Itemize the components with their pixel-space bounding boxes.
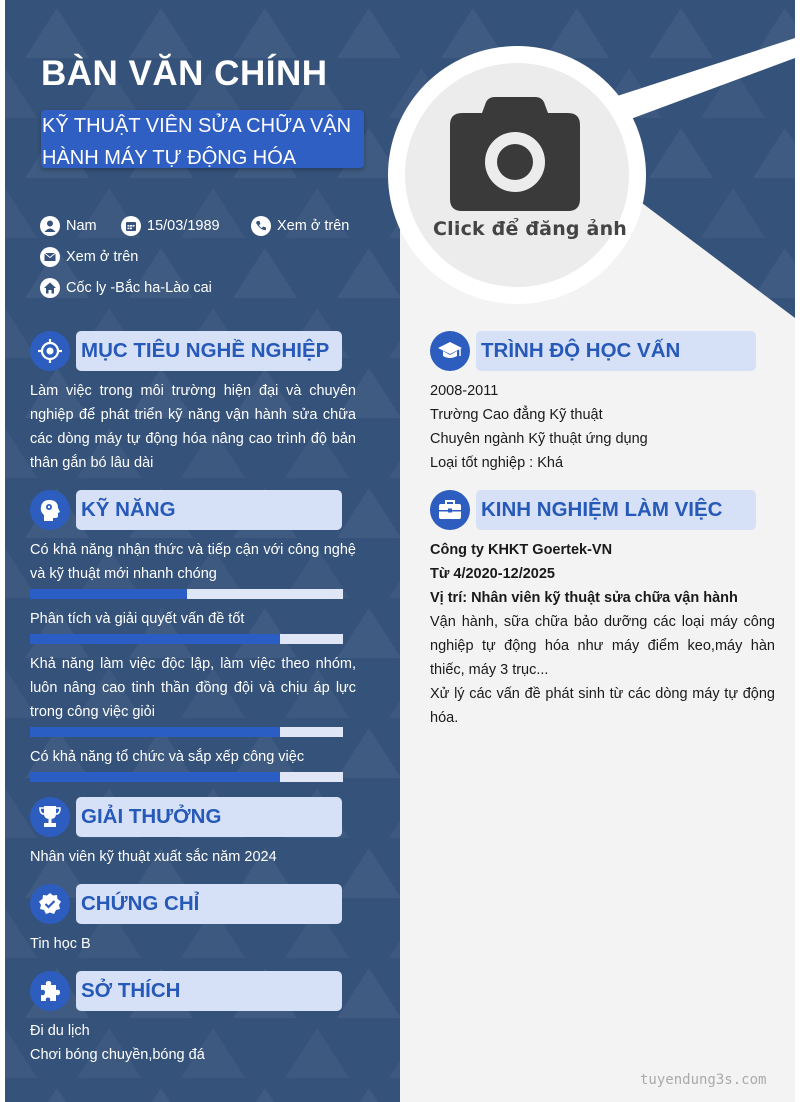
objective-title: MỤC TIÊU NGHỀ NGHIỆP xyxy=(76,331,342,371)
email-value: Xem ở trên xyxy=(66,249,139,265)
graduation-cap-icon xyxy=(430,331,470,371)
section-experience-header xyxy=(430,490,756,530)
skill-item-3-bar xyxy=(30,727,343,737)
home-icon xyxy=(40,278,60,298)
section-education-header xyxy=(430,331,756,371)
phone-value: Xem ở trên xyxy=(277,218,350,234)
cv-page xyxy=(5,0,795,1102)
skill-item-2-fill xyxy=(30,634,280,644)
section-objective-header xyxy=(30,331,342,371)
skill-item-3-fill xyxy=(30,727,280,737)
awards-text: Nhân viên kỹ thuật xuất sắc năm 2024 xyxy=(30,849,277,865)
education-school: Trường Cao đẳng Kỹ thuật xyxy=(430,407,603,423)
gender-value: Nam xyxy=(66,218,97,234)
certificates-title: CHỨNG CHỈ xyxy=(76,884,342,924)
skill-item-1-fill xyxy=(30,589,187,599)
candidate-name: BÀN VĂN CHÍNH xyxy=(41,54,328,93)
watermark: tuyendung3s.com xyxy=(640,1072,767,1088)
skill-item-1-bar xyxy=(30,589,343,599)
skills-title: KỸ NĂNG xyxy=(76,490,342,530)
skill-item-4-text: Có khả năng tổ chức và sắp xếp công việc xyxy=(30,749,305,765)
section-awards-header xyxy=(30,797,342,837)
education-major: Chuyên ngành Kỹ thuật ứng dụng xyxy=(430,431,648,447)
experience-company: Công ty KHKT Goertek-VN xyxy=(430,542,613,558)
target-icon xyxy=(30,331,70,371)
camera-icon xyxy=(450,97,580,211)
certificates-text: Tin học B xyxy=(30,936,91,952)
info-address xyxy=(40,278,212,298)
certificate-badge-icon xyxy=(30,884,70,924)
photo-upload-label[interactable]: Click để đăng ảnh xyxy=(433,218,628,240)
info-birthday xyxy=(121,216,220,236)
experience-description-2: Xử lý các vấn đề phát sinh từ các dòng máy tự động hóa. xyxy=(430,686,775,726)
skill-item-4-fill xyxy=(30,772,280,782)
info-gender xyxy=(40,216,97,236)
birthday-value: 15/03/1989 xyxy=(147,218,220,234)
skill-item-3-text: Khả năng làm việc độc lập, làm việc theo nhóm, luôn nâng cao tinh thần đồng đội và chịu áp lực trong công việc giỏi xyxy=(30,656,356,720)
address-value: Cốc ly -Bắc ha-Lào cai xyxy=(66,280,212,296)
skill-item-4-bar xyxy=(30,772,343,782)
hobbies-title: SỞ THÍCH xyxy=(76,971,342,1011)
job-title-line-2: HÀNH MÁY TỰ ĐỘNG HÓA xyxy=(42,147,297,169)
hobby-item-1: Đi du lịch xyxy=(30,1023,90,1039)
job-title xyxy=(41,110,364,168)
education-grade: Loại tốt nghiệp : Khá xyxy=(430,455,564,471)
job-title-line-1: KỸ THUẬT VIÊN SỬA CHỮA VẬN xyxy=(42,115,352,137)
info-email xyxy=(40,247,138,267)
section-skills-header xyxy=(30,490,342,530)
puzzle-icon xyxy=(30,971,70,1011)
trophy-icon xyxy=(30,797,70,837)
brain-head-icon xyxy=(30,490,70,530)
user-icon xyxy=(40,216,60,236)
briefcase-icon xyxy=(430,490,470,530)
education-period: 2008-2011 xyxy=(430,383,499,399)
skill-item-1-text: Có khả năng nhận thức và tiếp cận với công nghệ và kỹ thuật mới nhanh chóng xyxy=(30,542,356,582)
experience-position: Vị trí: Nhân viên kỹ thuật sửa chữa vận hành xyxy=(430,590,738,606)
education-title: TRÌNH ĐỘ HỌC VẤN xyxy=(476,331,756,371)
email-icon xyxy=(40,247,60,267)
experience-title: KINH NGHIỆM LÀM VIỆC xyxy=(476,490,756,530)
experience-period: Từ 4/2020-12/2025 xyxy=(430,566,555,582)
experience-description-1: Vận hành, sữa chữa bảo dưỡng các loại máy công nghiệp tự động hóa như máy điểm keo,máy hàn thiếc, máy 3 trục... xyxy=(430,614,775,678)
section-certificates-header xyxy=(30,884,342,924)
objective-text: Làm việc trong môi trường hiện đại và chuyên nghiệp để phát triển kỹ năng vận hành sửa chữa các dòng máy tự động hóa nâng cao trình độ bản thân gắn bó lâu dài xyxy=(30,383,356,471)
section-hobbies-header xyxy=(30,971,342,1011)
hobby-item-2: Chơi bóng chuyền,bóng đá xyxy=(30,1047,205,1063)
skill-item-2-text: Phân tích và giải quyết vấn đề tốt xyxy=(30,611,245,627)
phone-icon xyxy=(251,216,271,236)
skill-item-2-bar xyxy=(30,634,343,644)
info-phone xyxy=(251,216,349,236)
calendar-icon xyxy=(121,216,141,236)
awards-title: GIẢI THƯỞNG xyxy=(76,797,342,837)
